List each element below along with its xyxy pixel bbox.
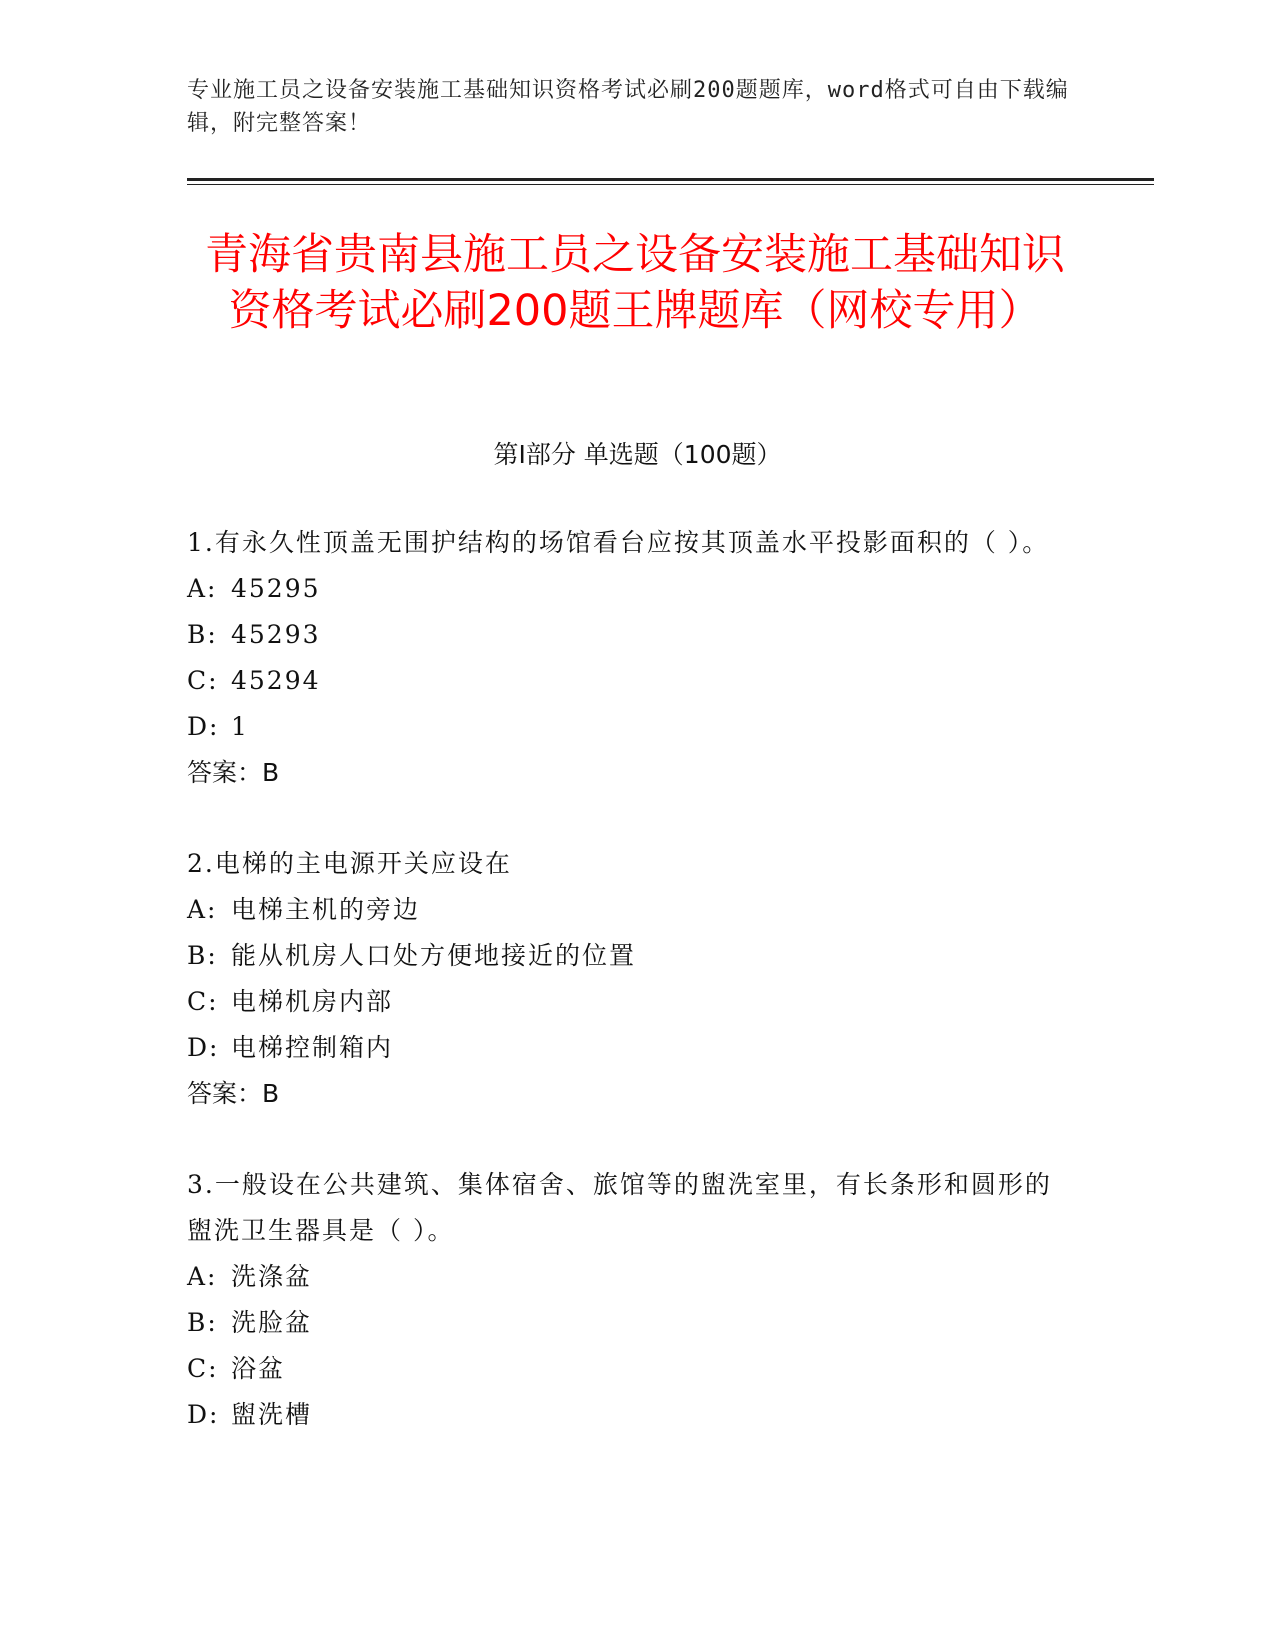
option-text: 电梯机房内部 (231, 987, 394, 1016)
answer-label: 答案： (187, 1079, 263, 1108)
header-rule-thick (187, 178, 1154, 181)
option-text: 浴盆 (231, 1354, 286, 1383)
option-b (187, 1300, 1067, 1346)
option-text: 45293 (231, 620, 321, 649)
answer-line (187, 750, 1067, 796)
option-d (187, 1025, 1067, 1071)
option-letter: C: (187, 987, 219, 1016)
answer-label: 答案： (187, 758, 263, 787)
question-list (187, 520, 1067, 1483)
answer-line (187, 1071, 1067, 1117)
option-letter: B: (187, 941, 218, 970)
question-text: 2.电梯的主电源开关应设在 (187, 849, 512, 878)
option-text: 1 (231, 712, 249, 741)
option-b (187, 612, 1067, 658)
option-letter: C: (187, 666, 219, 695)
option-a (187, 566, 1067, 612)
option-a (187, 1254, 1067, 1300)
option-text: 盥洗槽 (231, 1400, 313, 1429)
option-text: 能从机房人口处方便地接近的位置 (231, 941, 637, 970)
option-letter: A: (187, 895, 218, 924)
option-d (187, 1392, 1067, 1438)
answer-value: B (262, 1079, 280, 1108)
question-text: 1.有永久性顶盖无围护结构的场馆看台应按其顶盖水平投影面积的（ ）。 (187, 528, 1050, 557)
option-letter: B: (187, 620, 218, 649)
option-letter: D: (187, 1400, 220, 1429)
document-title: 青海省贵南县施工员之设备安装施工基础知识资格考试必刷200题王牌题库（网校专用） (205, 230, 1065, 336)
option-letter: D: (187, 1033, 220, 1062)
question-1 (187, 520, 1067, 796)
option-letter: C: (187, 1354, 219, 1383)
option-letter: A: (187, 1262, 218, 1291)
option-text: 洗脸盆 (231, 1308, 313, 1337)
option-text: 电梯主机的旁边 (231, 895, 421, 924)
header-note: 专业施工员之设备安装施工基础知识资格考试必刷200题题库，word格式可自由下载编辑，附完整答案！ (187, 78, 1069, 136)
option-letter: B: (187, 1308, 218, 1337)
option-text: 45294 (231, 666, 321, 695)
option-c (187, 979, 1067, 1025)
option-text: 洗涤盆 (231, 1262, 313, 1291)
option-c (187, 658, 1067, 704)
option-d (187, 704, 1067, 750)
question-2 (187, 841, 1067, 1117)
option-letter: A: (187, 574, 218, 603)
option-text: 45295 (231, 574, 321, 603)
section-heading: 第I部分 单选题（100题） (493, 440, 782, 469)
option-letter: D: (187, 712, 220, 741)
answer-value: B (262, 758, 280, 787)
option-b (187, 933, 1067, 979)
question-3 (187, 1162, 1067, 1438)
option-text: 电梯控制箱内 (231, 1033, 394, 1062)
question-text: 3.一般设在公共建筑、集体宿舍、旅馆等的盥洗室里，有长条形和圆形的盥洗卫生器具是（ ）。 (187, 1170, 1052, 1245)
option-a (187, 887, 1067, 933)
header-rule-thin (187, 184, 1154, 185)
option-c (187, 1346, 1067, 1392)
